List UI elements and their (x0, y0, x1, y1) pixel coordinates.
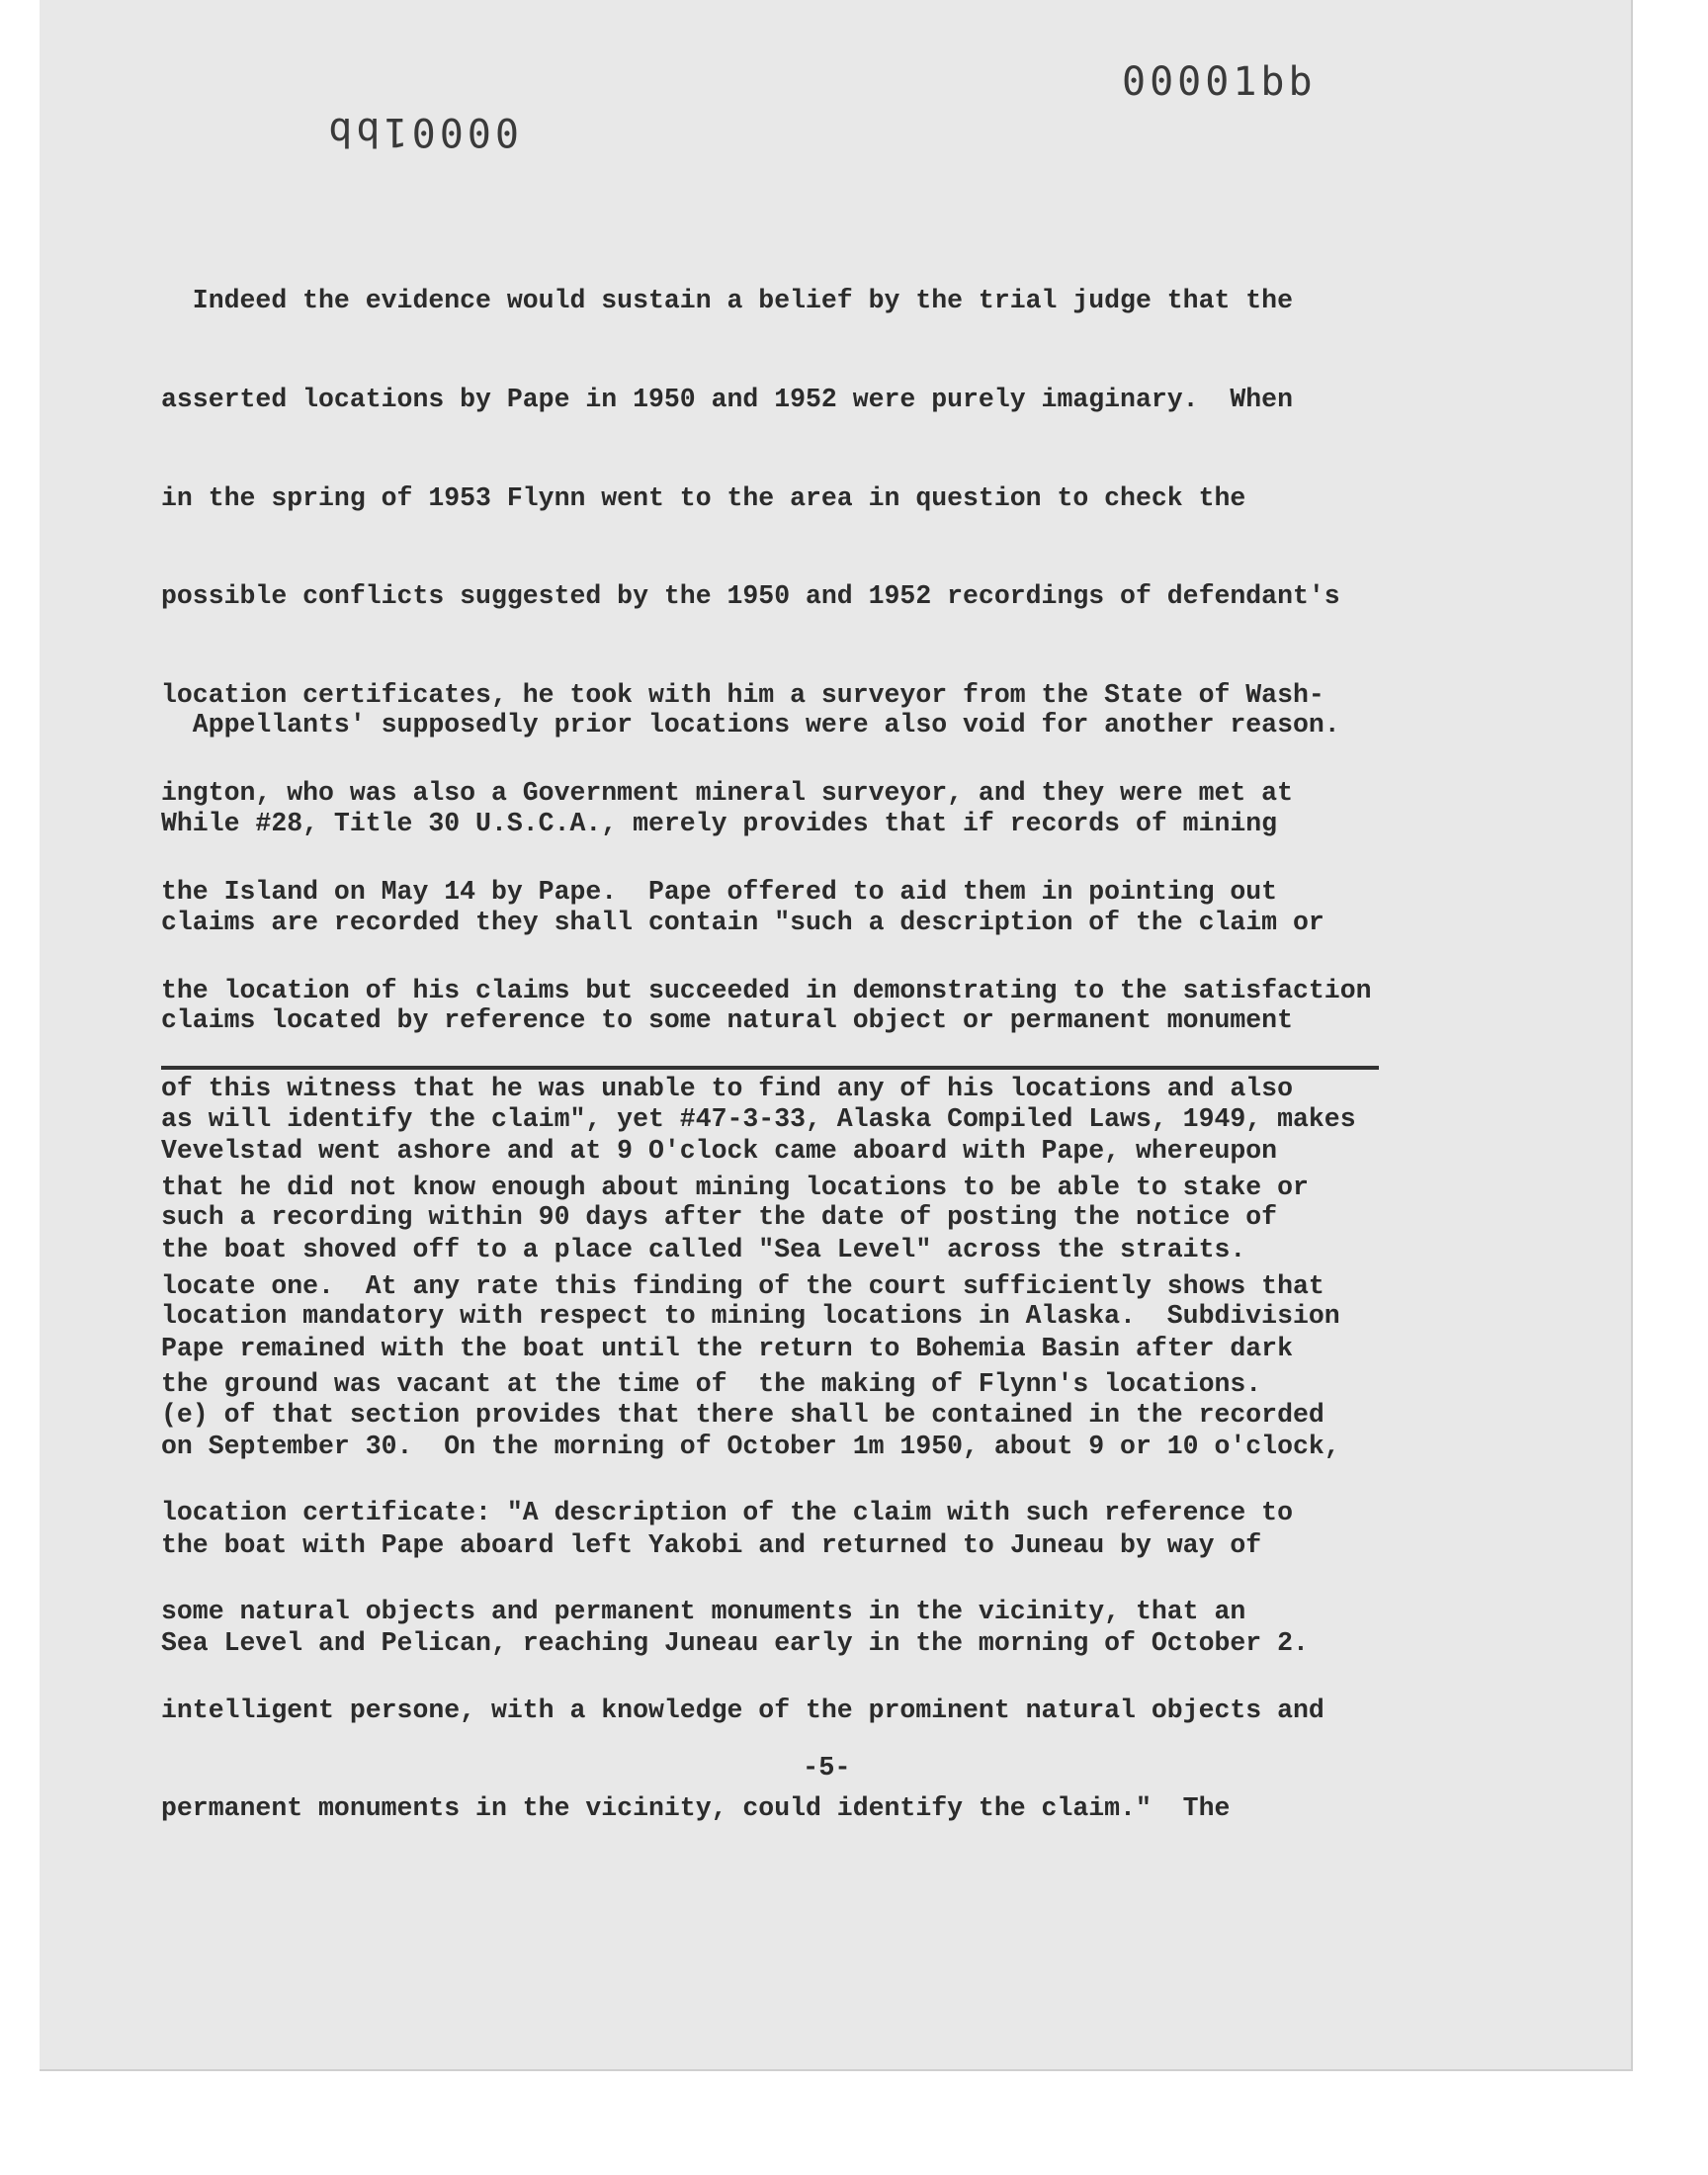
text-line: claims located by reference to some natural object or permanent monument (161, 1005, 1293, 1036)
text-line: the ground was vacant at the time of the making of Flynn's locations. (161, 1369, 1262, 1400)
text-line: the boat shoved off to a place called "Sea Level" across the straits. (161, 1235, 1246, 1265)
text-line: that he did not know enough about mining locations to be able to stake or (161, 1172, 1309, 1202)
text-line: the location of his claims but succeeded in demonstrating to the satisfaction (161, 975, 1372, 1005)
text-line: of this witness that he was unable to find any of his locations and also (161, 1074, 1293, 1104)
text-line: location certificate: "A description of the claim with such reference to (161, 1498, 1293, 1528)
text-line: in the spring of 1953 Flynn went to the area in question to check the (161, 482, 1246, 513)
text-line: some natural objects and permanent monuments in the vicinity, that an (161, 1596, 1246, 1626)
text-line: possible conflicts suggested by the 1950 and 1952 recordings of defendant's (161, 581, 1340, 612)
text-line: intelligent persone, with a knowledge of the prominent natural objects and (161, 1695, 1324, 1725)
footnote (161, 1070, 1456, 1694)
text-line: as will identify the claim", yet #47-3-33, Alaska Compiled Laws, 1949, makes (161, 1103, 1356, 1134)
document-number-stamp: 00001bb (1122, 59, 1317, 105)
text-line: such a recording within 90 days after the date of posting the notice of (161, 1202, 1278, 1233)
text-line: on September 30. On the morning of October 1m 1950, about 9 or 10 o'clock, (161, 1432, 1340, 1462)
document-number-stamp-inverted: 00001bb (324, 109, 519, 154)
text-line: (e) of that section provides that there shall be contained in the recorded (161, 1399, 1324, 1430)
text-line: the Island on May 14 by Pape. Pape offered to aid them in pointing out (161, 877, 1278, 908)
text-line: permanent monuments in the vicinity, could identify the claim." The (161, 1793, 1231, 1824)
text-line: location certificates, he took with him a surveyor from the State of Wash- (161, 679, 1324, 710)
page-bottom-margin (0, 2071, 1708, 2175)
text-line: While #28, Title 30 U.S.C.A., merely provides that if records of mining (161, 809, 1278, 839)
text-line: locate one. At any rate this finding of the court sufficiently shows that (161, 1270, 1324, 1301)
text-line: Sea Level and Pelican, reaching Juneau early in the morning of October 2. (161, 1628, 1309, 1659)
text-line: asserted locations by Pape in 1950 and 1952 were purely imaginary. When (161, 385, 1293, 415)
text-line: Pape remained with the boat until the return to Bohemia Basin after dark (161, 1333, 1293, 1363)
text-line: claims are recorded they shall contain "such a description of the claim or (161, 907, 1324, 937)
text-line: the boat with Pape aboard left Yakobi and returned to Juneau by way of (161, 1529, 1262, 1560)
text-line: Indeed the evidence would sustain a belief by the trial judge that the (161, 286, 1293, 316)
text-line: Vevelstad went ashore and at 9 O'clock came aboard with Pape, whereupon (161, 1136, 1278, 1167)
text-line: ington, who was also a Government mineral surveyor, and they were met at (161, 778, 1293, 809)
page-number: -5- (803, 1754, 851, 1784)
text-line: location mandatory with respect to mining locations in Alaska. Subdivision (161, 1301, 1340, 1332)
text-line: Appellants' supposedly prior locations were also void for another reason. (161, 710, 1340, 740)
